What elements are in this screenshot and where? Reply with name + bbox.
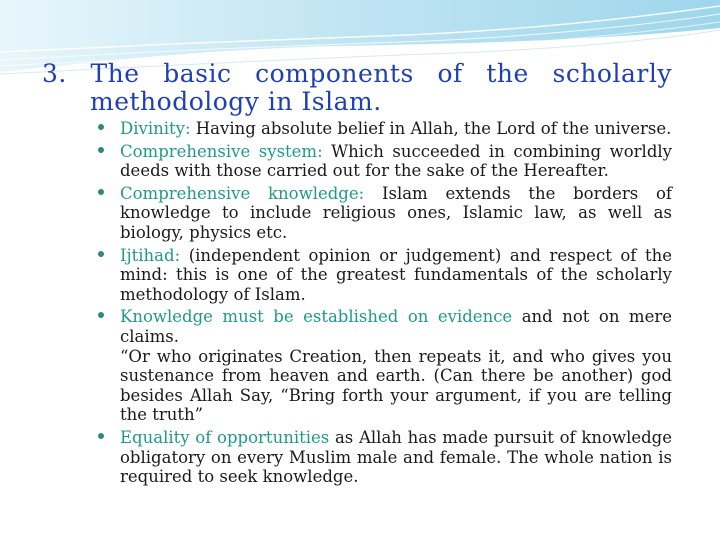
title-word: scholarly [552,59,672,88]
bullet-icon [98,189,104,195]
bullet-icon [98,124,104,130]
slide-title [42,60,672,116]
item-text: Having absolute belief in Allah, the Lord of the universe. [190,119,672,138]
list-item-divinity [98,119,672,139]
list-item-evidence [98,307,672,425]
item-term: Divinity: [120,119,191,138]
bullet-icon [98,251,104,257]
quran-quote: “Or who originates Creation, then repeats it, and who gives you sustenance from heaven and earth. (Can there be another) god besides Allah Say, “Bring forth your argument, if you are telling the truth” [120,346,672,425]
title-word: basic [163,59,232,88]
bullet-icon [98,433,104,439]
title-word: The [90,59,140,88]
item-text: (independent opinion or judgement) and respect of the mind: this is one of the greatest fundamentals of the scholarly methodology of Islam. [120,245,672,304]
title-line-1 [42,60,672,88]
list-item-comprehensive-knowledge [98,184,672,243]
title-word: components [255,59,414,88]
list-item-comprehensive-system [98,142,672,181]
item-term: Knowledge must be established on evidence [120,307,513,327]
title-line-2: methodology in Islam. [90,87,382,116]
bullet-list [98,119,672,487]
title-word: the [486,59,529,88]
item-term: Comprehensive knowledge: [120,183,365,203]
item-text: and not on mere claims. [120,307,672,346]
list-item-equality [98,428,672,487]
title-number: 3. [42,59,67,88]
item-text: as Allah has made pursuit of knowledge obligatory on every Muslim male and female. The whole nation is required to seek knowledge. [120,427,672,487]
item-text: Islam extends the borders of knowledge to include religious ones, Islamic law, as well as biology, physics etc. [120,183,672,242]
title-word: of [437,59,463,88]
item-text: Which succeeded in combining worldly deeds with those carried out for the sake of the Hereafter. [120,141,672,181]
item-term: Ijtihad: [120,245,181,265]
item-term: Equality of opportunities [120,427,330,447]
item-term: Comprehensive system: [120,141,323,161]
bullet-icon [98,312,104,318]
bullet-icon [98,147,104,153]
list-item-ijtihad [98,246,672,305]
